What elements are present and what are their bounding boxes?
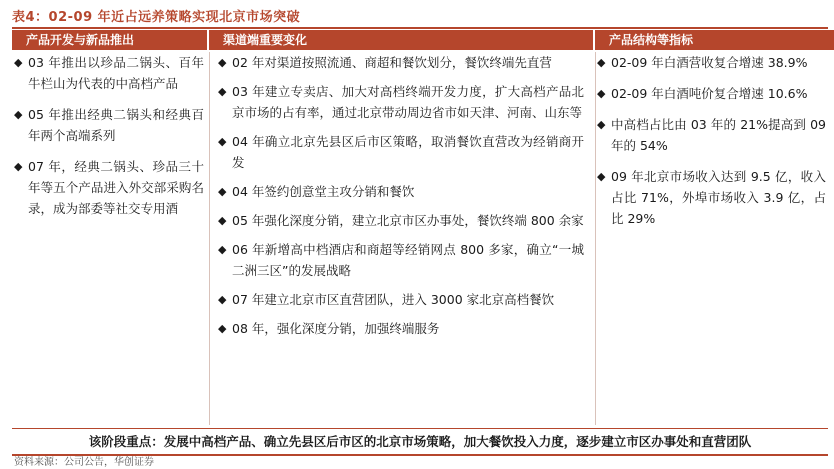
list-item: ◆ 08 年，强化深度分销，加强终端服务 [218,318,584,339]
column-divider [595,52,596,425]
diamond-bullet-icon: ◆ [218,185,227,198]
list-item: ◆ 02 年对渠道按照流通、商超和餐饮划分，餐饮终端先直营 [218,52,584,73]
table-title: 表4：02-09 年近占远养策略实现北京市场突破 [12,10,301,25]
list-item: ◆ 09 年北京市场收入达到 9.5 亿，收入占比 71%，外埠市场收入 3.9 亿，占比 29% [597,166,826,229]
list-item: ◆ 02-09 年白酒吨价复合增速 10.6% [597,83,826,104]
source-note: 资料来源：公司公告，华创证券 [14,457,154,468]
diamond-bullet-icon: ◆ [218,293,227,306]
column-product-development [14,52,204,229]
list-item: ◆ 05 年强化深度分销，建立北京市区办事处，餐饮终端 800 余家 [218,210,584,231]
list-item: ◆ 03 年建立专卖店、加大对高档终端开发力度，扩大高档产品北京市场的占有率，通过北京带动周边省市如天津、河南、山东等 [218,81,584,123]
list-item: ◆ 04 年签约创意堂主攻分销和餐饮 [218,181,584,202]
column-channel-changes [218,52,584,347]
summary-text: 该阶段重点：发展中高档产品、确立先县区后市区的北京市场策略，加大餐饮投入力度，逐步建立市区办事处和直营团队 [88,434,752,449]
list-item: ◆ 05 年推出经典二锅头和经典百年两个高端系列 [14,104,204,146]
diamond-bullet-icon: ◆ [14,56,23,69]
list-item: ◆ 06 年新增高中档酒店和商超等经销网点 800 多家，确立“一城二洲三区”的发展战略 [218,239,584,281]
diamond-bullet-icon: ◆ [597,170,606,183]
diamond-bullet-icon: ◆ [597,87,606,100]
header-product-development: 产品开发与新品推出 [12,30,207,50]
diamond-bullet-icon: ◆ [218,56,227,69]
list-item: ◆ 04 年确立北京先县区后市区策略，取消餐饮直营改为经销商开发 [218,131,584,173]
diamond-bullet-icon: ◆ [597,118,606,131]
diamond-bullet-icon: ◆ [597,56,606,69]
list-item: ◆ 中高档占比由 03 年的 21%提高到 09 年的 54% [597,114,826,156]
diamond-bullet-icon: ◆ [218,214,227,227]
list-item: ◆ 02-09 年白酒营收复合增速 38.9% [597,52,826,73]
column-divider [209,52,210,425]
diamond-bullet-icon: ◆ [14,108,23,121]
list-item: ◆ 07 年建立北京市区直营团队，进入 3000 家北京高档餐饮 [218,289,584,310]
table-header [12,30,828,50]
list-item: ◆ 07 年，经典二锅头、珍品三十年等五个产品进入外交部采购名录，成为部委等社交专用酒 [14,156,204,219]
diamond-bullet-icon: ◆ [14,160,23,173]
header-product-structure: 产品结构等指标 [595,30,834,50]
diamond-bullet-icon: ◆ [218,85,227,98]
diamond-bullet-icon: ◆ [218,322,227,335]
diamond-bullet-icon: ◆ [218,135,227,148]
bottom-rule [12,428,828,429]
list-item: ◆ 03 年推出以珍品二锅头、百年牛栏山为代表的中高档产品 [14,52,204,94]
diamond-bullet-icon: ◆ [218,243,227,256]
header-channel-changes: 渠道端重要变化 [209,30,593,50]
column-product-structure [597,52,826,239]
top-rule [12,27,828,29]
summary-rule [12,454,828,456]
